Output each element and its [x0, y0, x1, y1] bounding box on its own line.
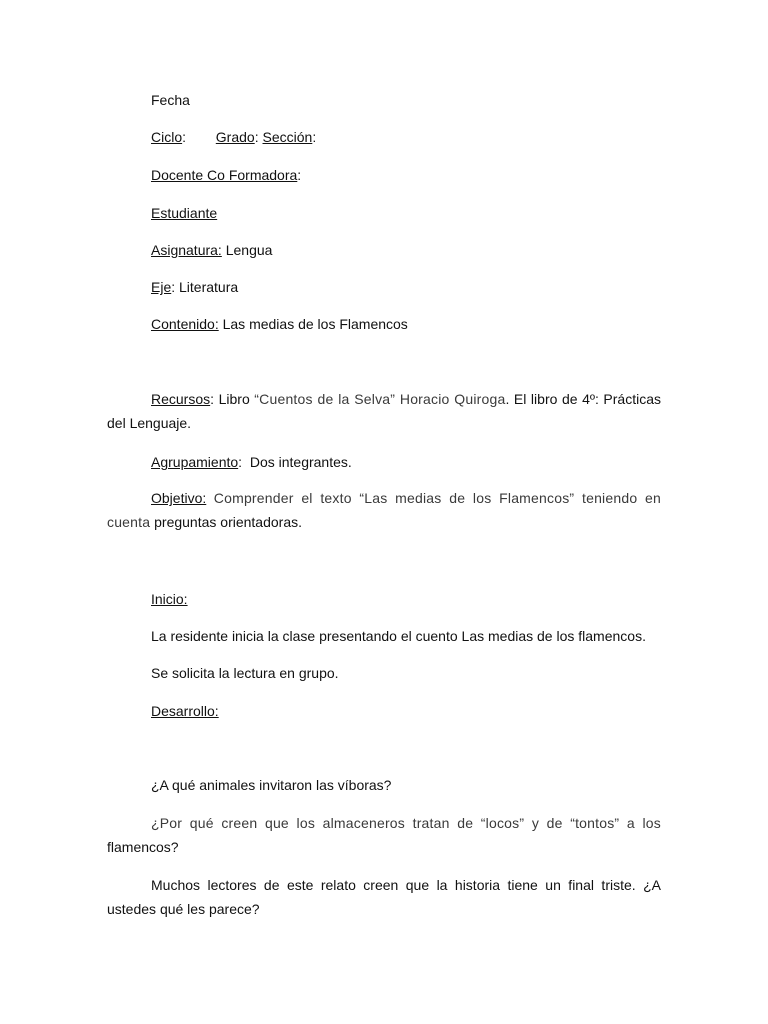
eje-value: Literatura: [179, 279, 239, 295]
asignatura-line: [151, 241, 272, 259]
contenido-label: Contenido:: [151, 316, 219, 332]
recursos-paragraph: Recursos: Libro “Cuentos de la Selva” Horacio Quiroga. El libro de 4º: Prácticas del Lenguaje.: [107, 391, 661, 431]
estudiante-label: Estudiante: [151, 205, 218, 221]
eje-label: Eje: [151, 279, 172, 295]
ciclo-label: Ciclo: [151, 129, 183, 145]
inicio-heading: Inicio:: [151, 591, 188, 607]
agrupamiento-line: Agrupamiento: Dos integrantes.: [151, 454, 352, 470]
grado-label: Grado: [215, 129, 255, 145]
inicio-line-2: Se solicita la lectura en grupo.: [151, 665, 339, 681]
question-1: ¿A qué animales invitaron las víboras?: [151, 777, 392, 793]
ciclo-colon: :: [182, 129, 187, 145]
asignatura-value: Lengua: [225, 242, 273, 258]
fecha-line: [151, 91, 190, 109]
recursos-label: Recursos: [151, 391, 211, 407]
estudiante-line: [151, 204, 217, 222]
agrupamiento-label: Agrupamiento: [151, 454, 239, 470]
seccion-label: Sección: [262, 129, 313, 145]
contenido-line: [151, 315, 408, 333]
question-2: ¿Por qué creen que los almaceneros tratan de “locos” y de “tontos” a los flamencos?: [107, 815, 661, 855]
contenido-value: Las medias de los Flamencos: [222, 316, 408, 332]
docente-label: Docente Co Formadora: [151, 167, 298, 183]
asignatura-label: Asignatura:: [151, 242, 222, 258]
docente-line: Docente Co Formadora:: [151, 167, 302, 183]
fecha-label: Fecha: [151, 92, 190, 108]
ciclo-grado-seccion-line: Ciclo: Grado: Sección:: [151, 129, 317, 145]
objetivo-label: Objetivo:: [151, 490, 207, 506]
eje-line: Eje: Literatura: [151, 279, 239, 295]
objetivo-paragraph: Objetivo: Comprender el texto “Las medias de los Flamencos” teniendo en cuenta preguntas orientadoras.: [107, 490, 661, 530]
desarrollo-heading: Desarrollo:: [151, 703, 219, 719]
inicio-line-1: La residente inicia la clase presentando el cuento Las medias de los flamencos.: [151, 628, 646, 644]
question-3: Muchos lectores de este relato creen que la historia tiene un final triste. ¿A ustedes qué les parece?: [107, 877, 661, 917]
agrupamiento-value: Dos integrantes.: [249, 454, 352, 470]
